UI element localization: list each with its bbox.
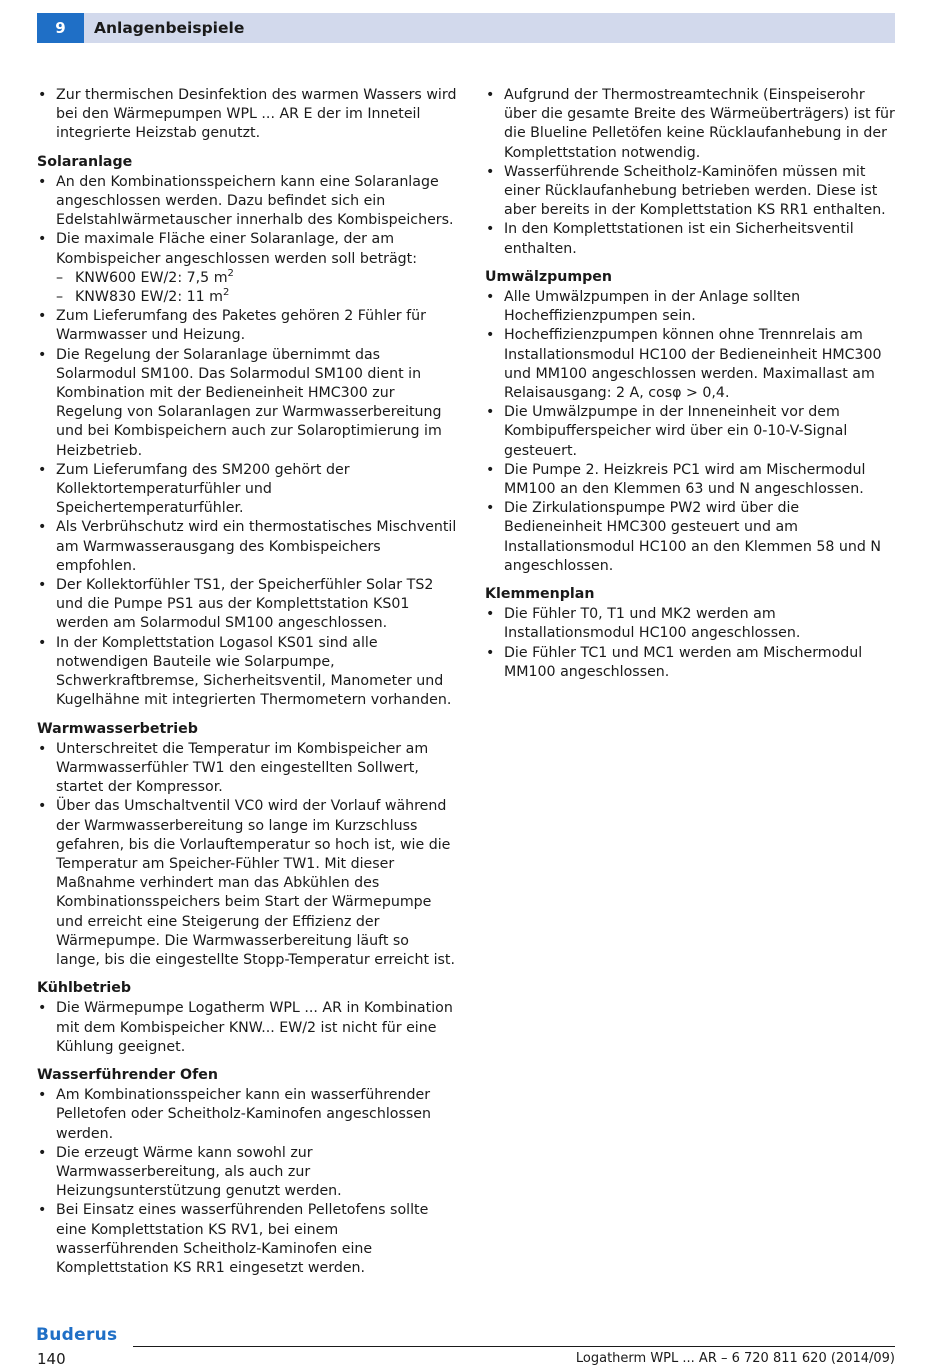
intro-list bbox=[37, 86, 457, 144]
list-item: • Alle Umwälzpumpen in der Anlage sollten Hocheffizienzpumpen sein. bbox=[485, 288, 897, 326]
list-item: • Als Verbrühschutz wird ein thermostatisches Mischventil am Warmwasserausgang des Kombispeichers empfohlen. bbox=[37, 518, 457, 576]
list-item: • Über das Umschaltventil VC0 wird der Vorlauf während der Warmwasserbereitung so lange im Kurzschluss gefahren, bis die Vorlauftemperatur so hoch ist, wie die Temperatur am Speicher-Fühler TW1. Mit dieser Maßnahme verhindert man das Abkühlen des Kombinationsspeichers beim Start der Wärmepumpe und erreicht eine Steigerung der Effizienz der Wärmepumpe. Die Warmwasserbereitung läuft so lange, bis die eingestellte Stopp-Temperatur erreicht ist. bbox=[37, 797, 457, 970]
section-title-solaranlage: Solaranlage bbox=[37, 153, 133, 170]
sub-item bbox=[56, 269, 457, 288]
list-item: • Hocheffizienzpumpen können ohne Trennrelais am Installationsmodul HC100 der Bedieneinheit HMC300 und MM100 angeschlossen werden. Maximallast am Relaisausgang: 2 A, cosφ > 0,4. bbox=[485, 326, 897, 403]
list-item: • Die Regelung der Solaranlage übernimmt das Solarmodul SM100. Das Solarmodul SM100 dient in Kombination mit der Bedieneinheit HMC300 zur Regelung von Solaranlagen zur Warmwasserbereitung und bei Kombispeichern auch zur Solaroptimierung im Heizbetrieb. bbox=[37, 346, 457, 461]
list-item: • Die Zirkulationspumpe PW2 wird über die Bedieneinheit HMC300 gesteuert und am Installationsmodul HC100 an den Klemmen 58 und N angeschlossen. bbox=[485, 499, 897, 576]
chapter-number: 9 bbox=[37, 13, 84, 43]
list-item: • In der Komplettstation Logasol KS01 sind alle notwendigen Bauteile wie Solarpumpe, Schwerkraftbremse, Sicherheitsventil, Manometer und Kugelhähne mit integrierten Thermometern vorhanden. bbox=[37, 634, 457, 711]
ofen-continued-list bbox=[485, 86, 897, 259]
section-title-kuehlbetrieb: Kühlbetrieb bbox=[37, 980, 132, 997]
list-item: • In den Komplettstationen ist ein Sicherheitsventil enthalten. bbox=[485, 220, 897, 258]
list-item-text: Die maximale Fläche einer Solaranlage, der am Kombispeicher angeschlossen werden soll beträgt: bbox=[56, 231, 418, 267]
list-item: • An den Kombinationsspeichern kann eine Solaranlage angeschlossen werden. Dazu befindet sich ein Edelstahlwärmetauscher innerhalb des Kombispeichers. bbox=[37, 173, 457, 231]
list-item: • Der Kollektorfühler TS1, der Speicherfühler Solar TS2 und die Pumpe PS1 aus der Komplettstation KS01 werden am Solarmodul SM100 angeschlossen. bbox=[37, 576, 457, 634]
section-title-klemmenplan: Klemmenplan bbox=[485, 586, 595, 603]
sub-item-text: KNW830 EW/2: 11 m bbox=[75, 289, 224, 306]
superscript: 2 bbox=[227, 267, 234, 279]
list-item: • Die Umwälzpumpe in der Inneneinheit vor dem Kombipufferspeicher wird über ein 0-10-V-Signal gesteuert. bbox=[485, 403, 897, 461]
list-item: • Die Wärmepumpe Logatherm WPL ... AR in Kombination mit dem Kombispeicher KNW... EW/2 ist nicht für eine Kühlung geeignet. bbox=[37, 999, 457, 1057]
kuehl-list bbox=[37, 999, 457, 1057]
list-item: • Die Pumpe 2. Heizkreis PC1 wird am Mischermodul MM100 an den Klemmen 63 und N angeschlossen. bbox=[485, 461, 897, 499]
sub-item-text: KNW600 EW/2: 7,5 m bbox=[75, 269, 228, 286]
list-item: • Aufgrund der Thermostreamtechnik (Einspeiserohr über die gesamte Breite des Wärmeüberträgers) ist für die Blueline Pelletöfen keine Rücklaufanhebung in der Komplettstation notwendig. bbox=[485, 86, 897, 163]
ofen-list bbox=[37, 1086, 457, 1278]
footer-divider bbox=[133, 1346, 895, 1347]
document-reference: Logatherm WPL ... AR – 6 720 811 620 (2014/09) bbox=[575, 1351, 895, 1366]
list-item: • Zur thermischen Desinfektion des warmen Wassers wird bei den Wärmepumpen WPL ... AR E der im Inneteil integrierte Heizstab genutzt. bbox=[37, 86, 457, 144]
right-column bbox=[485, 86, 897, 682]
list-item: • Zum Lieferumfang des SM200 gehört der Kollektortemperaturfühler und Speichertemperaturfühler. bbox=[37, 461, 457, 519]
page-number: 140 bbox=[37, 1350, 66, 1368]
list-item bbox=[37, 230, 457, 307]
list-item: • Bei Einsatz eines wasserführenden Pelletofens sollte eine Komplettstation KS RV1, bei einem wasserführenden Scheitholz-Kaminofen eine Komplettstation KS RR1 eingesetzt werden. bbox=[37, 1201, 457, 1278]
pumpen-list bbox=[485, 288, 897, 576]
list-item: • Die Fühler T0, T1 und MK2 werden am Installationsmodul HC100 angeschlossen. bbox=[485, 605, 897, 643]
solar-area-list bbox=[56, 269, 457, 307]
section-title-warmwasserbetrieb: Warmwasserbetrieb bbox=[37, 720, 198, 737]
list-item: • Zum Lieferumfang des Paketes gehören 2 Fühler für Warmwasser und Heizung. bbox=[37, 307, 457, 345]
left-column bbox=[37, 86, 457, 1278]
chapter-title: Anlagenbeispiele bbox=[94, 19, 245, 37]
list-item: • Wasserführende Scheitholz-Kaminöfen müssen mit einer Rücklaufanhebung betrieben werden. Diese ist aber bereits in der Komplettstation KS RR1 enthalten. bbox=[485, 163, 897, 221]
list-item: • Unterschreitet die Temperatur im Kombispeicher am Warmwasserfühler TW1 den eingestellten Sollwert, startet der Kompressor. bbox=[37, 740, 457, 798]
solar-list bbox=[37, 173, 457, 711]
list-item: • Die Fühler TC1 und MC1 werden am Mischermodul MM100 angeschlossen. bbox=[485, 644, 897, 682]
sub-item bbox=[56, 288, 457, 307]
list-item: • Die erzeugt Wärme kann sowohl zur Warmwasserbereitung, als auch zur Heizungsunterstützung genutzt werden. bbox=[37, 1144, 457, 1202]
buderus-logo: Buderus bbox=[36, 1325, 118, 1345]
klemmen-list bbox=[485, 605, 897, 682]
warmwasser-list bbox=[37, 740, 457, 970]
list-item: • Am Kombinationsspeicher kann ein wasserführender Pelletofen oder Scheitholz-Kaminofen angeschlossen werden. bbox=[37, 1086, 457, 1144]
section-title-umwaelzpumpen: Umwälzpumpen bbox=[485, 268, 613, 285]
superscript: 2 bbox=[223, 287, 230, 299]
section-title-wasserfuehrender-ofen: Wasserführender Ofen bbox=[37, 1066, 218, 1083]
